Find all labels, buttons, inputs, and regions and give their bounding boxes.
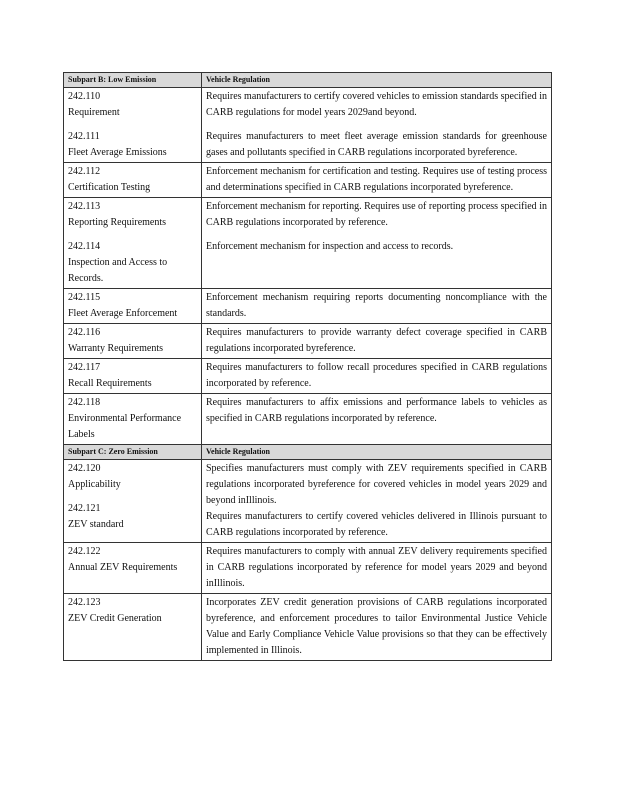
section-number: 242.117 bbox=[68, 362, 101, 373]
section-title: Reporting Requirements bbox=[68, 217, 167, 228]
section-header-left: Subpart B: Low Emission bbox=[64, 73, 202, 88]
table-row bbox=[64, 359, 552, 394]
section-number: 242.111 bbox=[68, 131, 100, 142]
regulation-table bbox=[63, 72, 552, 661]
description-cell bbox=[202, 324, 552, 359]
section-description: Requires manufacturers to provide warranty defect coverage specified in CARB regulations incorporated byreference. bbox=[206, 327, 547, 354]
section-description: Requires manufacturers to follow recall procedures specified in CARB regulations incorporated by reference. bbox=[206, 362, 547, 389]
section-description: Requires manufacturers to affix emissions and performance labels to vehicles as specified in CARB regulations incorporated by reference. bbox=[206, 397, 547, 424]
section-number: 242.118 bbox=[68, 397, 101, 408]
section-description: Enforcement mechanism for certification and testing. Requires use of testing process and determinations specified in CARB regulations incorporated byreference. bbox=[206, 166, 547, 193]
description-cell bbox=[202, 359, 552, 394]
description-cell bbox=[202, 460, 552, 543]
section-title: ZEV standard bbox=[68, 519, 124, 530]
section-title: Annual ZEV Requirements bbox=[68, 562, 178, 573]
section-cell bbox=[64, 198, 202, 289]
section-title: Certification Testing bbox=[68, 182, 151, 193]
section-number: 242.121 bbox=[68, 503, 101, 514]
section-description: Requires manufacturers to meet fleet average emission standards for greenhouse gases and pollutants specified in CARB regulations incorporated byreference. bbox=[206, 131, 547, 158]
description-cell bbox=[202, 163, 552, 198]
section-number: 242.116 bbox=[68, 327, 101, 338]
section-description: Requires manufacturers to certify covered vehicles delivered in Illinois pursuant to CARB regulations incorporated by reference. bbox=[206, 511, 547, 538]
section-number: 242.123 bbox=[68, 597, 101, 608]
section-cell bbox=[64, 460, 202, 543]
section-cell bbox=[64, 289, 202, 324]
section-number: 242.115 bbox=[68, 292, 101, 303]
section-title: Recall Requirements bbox=[68, 378, 152, 389]
section-header-row bbox=[64, 445, 552, 460]
section-cell bbox=[64, 394, 202, 445]
section-number: 242.120 bbox=[68, 463, 101, 474]
section-cell bbox=[64, 163, 202, 198]
table-row bbox=[64, 460, 552, 543]
description-cell bbox=[202, 594, 552, 661]
table-row bbox=[64, 163, 552, 198]
section-description: Enforcement mechanism requiring reports documenting noncompliance with the standards. bbox=[206, 292, 547, 319]
table-row bbox=[64, 88, 552, 163]
section-description: Enforcement mechanism for inspection and access to records. bbox=[206, 241, 454, 252]
section-number: 242.112 bbox=[68, 166, 101, 177]
section-cell bbox=[64, 324, 202, 359]
section-title: ZEV Credit Generation bbox=[68, 613, 162, 624]
section-cell bbox=[64, 359, 202, 394]
table-row bbox=[64, 198, 552, 289]
section-header-row bbox=[64, 73, 552, 88]
description-cell bbox=[202, 289, 552, 324]
section-title: Fleet Average Enforcement bbox=[68, 308, 178, 319]
section-title: Environmental Performance Labels bbox=[68, 413, 182, 440]
section-title: Warranty Requirements bbox=[68, 343, 163, 354]
section-number: 242.113 bbox=[68, 201, 101, 212]
section-header-right: Vehicle Regulation bbox=[202, 445, 552, 460]
section-description: Requires manufacturers to comply with annual ZEV delivery requirements specified in CARB regulations incorporated by reference for model years 2029 and beyond inIllinois. bbox=[206, 546, 547, 589]
table-row bbox=[64, 594, 552, 661]
description-cell bbox=[202, 198, 552, 289]
section-header-right: Vehicle Regulation bbox=[202, 73, 552, 88]
table-row bbox=[64, 543, 552, 594]
section-cell bbox=[64, 88, 202, 163]
section-number: 242.114 bbox=[68, 241, 101, 252]
description-cell bbox=[202, 394, 552, 445]
section-cell bbox=[64, 594, 202, 661]
spacer bbox=[68, 231, 197, 239]
section-title: Applicability bbox=[68, 479, 121, 490]
table-row bbox=[64, 394, 552, 445]
spacer bbox=[68, 121, 197, 129]
section-header-left: Subpart C: Zero Emission bbox=[64, 445, 202, 460]
description-cell bbox=[202, 543, 552, 594]
description-cell bbox=[202, 88, 552, 163]
spacer bbox=[68, 493, 197, 501]
section-description: Specifies manufacturers must comply with ZEV requirements specified in CARB regulations incorporated byreference for covered vehicles in model years 2029 and beyond inIllinois. bbox=[206, 463, 547, 506]
section-title: Inspection and Access to Records. bbox=[68, 257, 168, 284]
section-title: Fleet Average Emissions bbox=[68, 147, 167, 158]
table-row bbox=[64, 289, 552, 324]
section-number: 242.110 bbox=[68, 91, 101, 102]
section-title: Requirement bbox=[68, 107, 120, 118]
section-number: 242.122 bbox=[68, 546, 101, 557]
section-description: Enforcement mechanism for reporting. Requires use of reporting process specified in CARB regulations incorporated by reference. bbox=[206, 201, 547, 228]
section-description: Requires manufacturers to certify covered vehicles to emission standards specified in CARB regulations for model years 2029and beyond. bbox=[206, 91, 547, 118]
section-cell bbox=[64, 543, 202, 594]
table-row bbox=[64, 324, 552, 359]
section-description: Incorporates ZEV credit generation provisions of CARB regulations incorporated byreference, and enforcement procedures to tailor Environmental Justice Vehicle Value and Early Compliance Vehicle Value provisions so that they can be effectively implemented in Illinois. bbox=[206, 597, 547, 656]
